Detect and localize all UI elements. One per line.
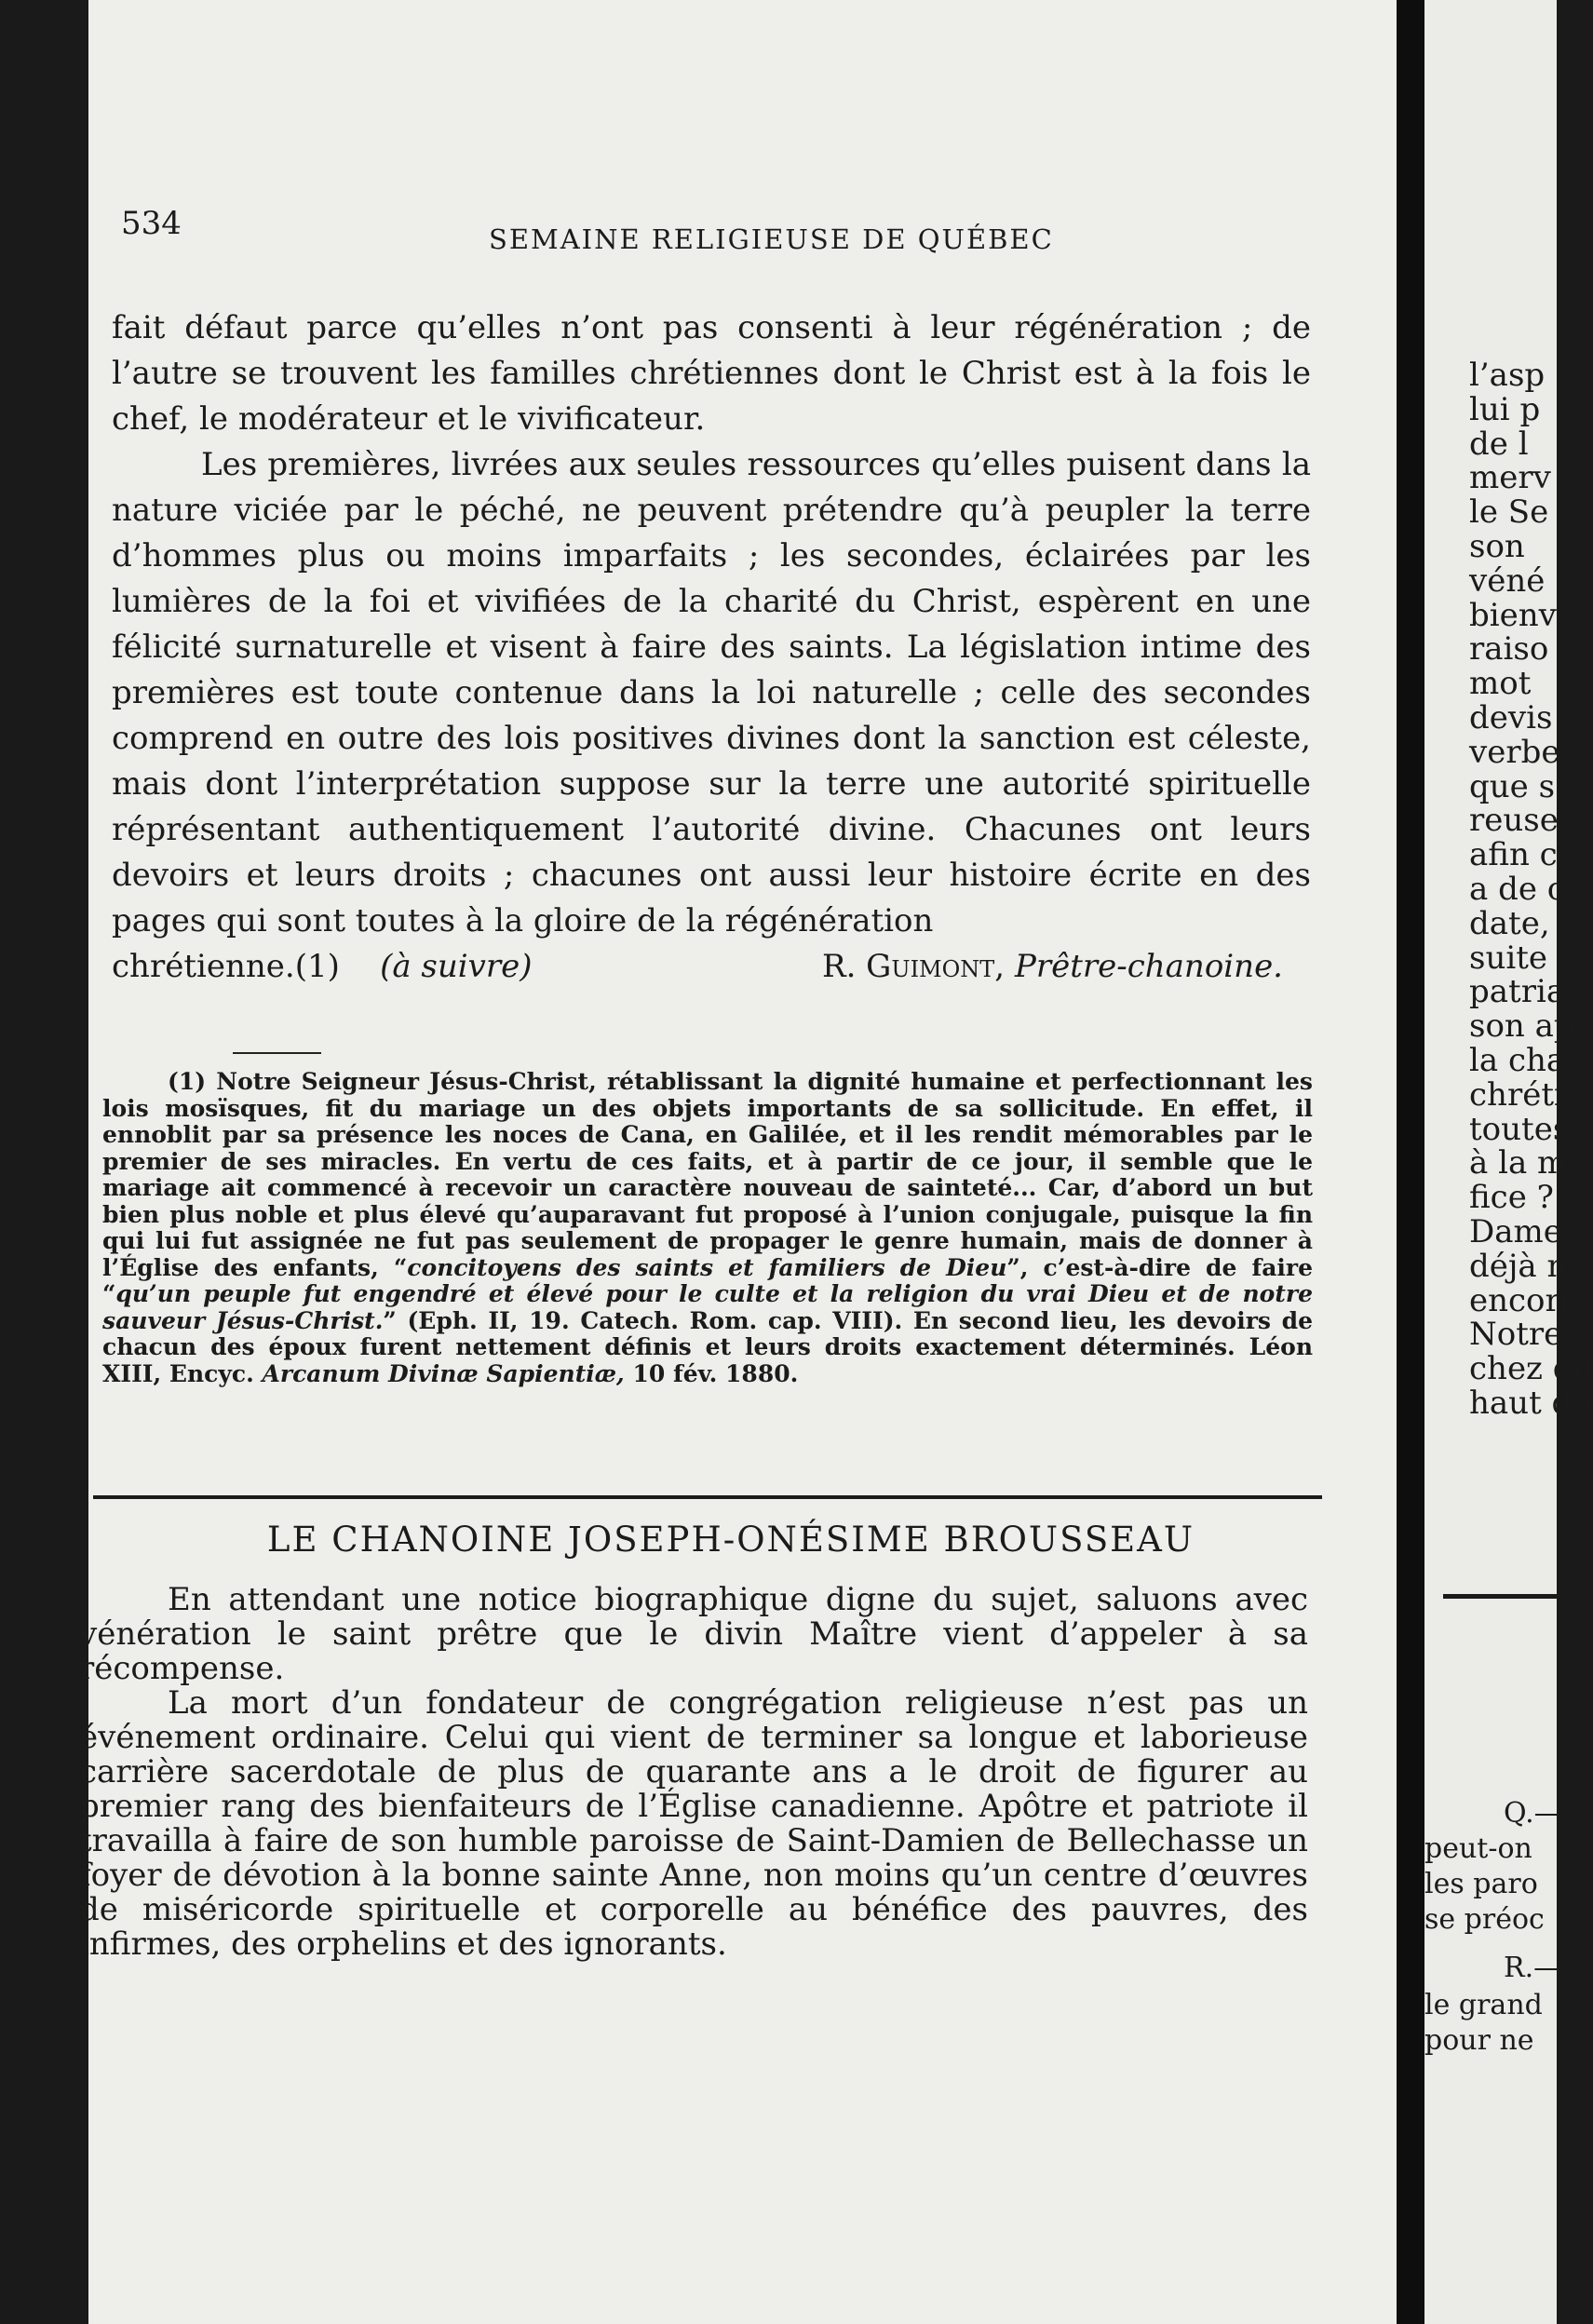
right-page-line: devis [1469, 699, 1553, 736]
right-page-line: R.— [1504, 1952, 1562, 1984]
right-page-line: le grand [1424, 1989, 1543, 2021]
right-page-line: lui p [1469, 390, 1541, 428]
right-page-line: Dame [1469, 1213, 1562, 1250]
footnote: (1) Notre Seigneur Jésus-Christ, rétablissant la dignité humaine et perfectionnant les lois mosïsques, fit du mariage un des objets importants de sa sollicitude. En effet, il ennoblit par sa présence les noces de Cana, en Galilée, et il les rendit mémorables par le premier de ses miracles. En vertu de ces faits, et à partir de ce jour, il semble que le mariage ait commencé à recevoir un caractère nouveau de sainteté... Car, d’abord un but bien plus noble et plus élevé qu’auparavant fut proposé à l’union conjugale, puisque la fin qui lui fut assignée ne fut pas seulement de propager le genre humain, mais de donner à l’Église des enfants, “concitoyens des saints et familiers de Dieu”, c’est-à-dire de faire “qu’un peuple fut engendré et élevé pour le culte et la religion du vrai Dieu et de notre sauveur Jésus-Christ.” (Eph. II, 19. Catech. Rom. cap. VIII). En second lieu, les devoirs de chacun des époux furent nettement définis et leurs droits exactement déterminés. Léon XIII, Encyc. Arcanum Divinæ Sapientiæ, 10 fév. 1880. [102, 1068, 1314, 1387]
page-number: 534 [121, 205, 182, 242]
right-page-line: Notre- [1469, 1316, 1573, 1354]
right-page-line: afin c [1469, 836, 1558, 874]
right-page-line: que s [1469, 767, 1556, 805]
last-line: chrétienne.(1) [112, 948, 340, 985]
right-page-line: bienv [1469, 596, 1557, 634]
right-page-line: véné [1469, 561, 1546, 600]
right-page-line: merv [1469, 459, 1551, 497]
right-page-line: reuse [1469, 802, 1559, 840]
right-page-line: peut-on [1424, 1832, 1532, 1865]
paragraph: fait défaut parce qu’elles n’ont pas consenti à leur régénération ; de l’autre se trouvent les familles chrétiennes dont le Christ est à la fois le chef, le modérateur et le vivificateur. [112, 309, 1311, 438]
right-page-line: patria [1469, 973, 1566, 1011]
right-page-line: suite [1469, 939, 1548, 977]
section-divider [93, 1495, 1322, 1499]
right-page-line: chréti [1469, 1075, 1564, 1114]
right-page-line: les paro [1424, 1868, 1538, 1900]
signature-line [112, 944, 1311, 990]
author-title: Prêtre-chanoine. [1014, 948, 1283, 985]
right-page-line: mot [1469, 665, 1532, 703]
right-page-line: verbe [1469, 733, 1560, 771]
right-page-line: se préoc [1424, 1903, 1545, 1936]
right-page-line: l’asp [1469, 357, 1546, 394]
right-page-line: déjà n [1469, 1247, 1568, 1285]
right-page-line: son ap [1469, 1007, 1574, 1046]
right-page [1424, 0, 1593, 2324]
paragraph: La mort d’un fondateur de congrégation religieuse n’est pas un événement ordinaire. Celui qui vient de terminer sa longue et laborieuse carrière sacerdotale de plus de quarante ans a le droit de figurer au premier rang des bienfaiteurs de l’Église canadienne. Apôtre et patriote il travailla à faire de son humble paroisse de Saint-Damien de Bellechasse un foyer de dévotion à la bonne sainte Anne, non moins qu’un centre d’œuvres de miséricorde spirituelle et corporelle au bénéfice des pauvres, des infirmes, des orphelins et des ignorants. [79, 1684, 1308, 1963]
paragraph: En attendant une notice biographique digne du sujet, saluons avec vénération le saint prêtre que le divin Maître vient d’appeler à sa récompense. [79, 1581, 1308, 1687]
right-page-line: de l [1469, 425, 1529, 463]
right-page-line: son [1469, 528, 1525, 565]
right-page-line: à la m [1469, 1144, 1568, 1182]
right-page-line: haut du [1469, 1385, 1593, 1422]
right-page-line: a de c [1469, 871, 1565, 908]
right-page-line: fice ? [1469, 1179, 1554, 1217]
article-body [112, 305, 1311, 990]
book-spine [1397, 0, 1424, 2324]
to-follow: (à suivre) [380, 948, 533, 985]
obituary-body [79, 1583, 1308, 1962]
right-page-line: le Se [1469, 493, 1549, 532]
section-title: LE CHANOINE JOSEPH-ONÉSIME BROUSSEAU [266, 1520, 1195, 1560]
author-name: R. Guimont, [821, 948, 1006, 985]
right-page-line: date, [1469, 904, 1550, 942]
footnote-rule [233, 1052, 321, 1054]
running-title: SEMAINE RELIGIEUSE DE QUÉBEC [489, 223, 1054, 255]
right-page-rule [1443, 1594, 1573, 1599]
paragraph: Les premières, livrées aux seules ressources qu’elles puisent dans la nature viciée par le péché, ne peuvent prétendre qu’à peupler la terre d’hommes plus ou moins imparfaits ; les secondes, éclairées par les lumières de la foi et vivifiées de la charité du Christ, espèrent en une félicité surnaturelle et visent à faire des saints. La législation intime des premières est toute contenue dans la loi naturelle ; celle des secondes comprend en outre des lois positives divines dont la sanction est céleste, mais dont l’interprétation suppose sur la terre une autorité spirituelle réprésentant authentiquement l’autorité divine. Chacunes ont leurs devoirs et leurs droits ; chacunes ont aussi leur histoire écrite en des pages qui sont toutes à la gloire de la régénération [112, 446, 1311, 939]
right-page-line: toutes [1469, 1110, 1570, 1148]
right-page-line: raiso [1469, 630, 1549, 669]
right-page-line: Q.— [1504, 1797, 1562, 1830]
right-page-line: pour ne [1424, 2024, 1534, 2057]
right-page-line: la cha [1469, 1042, 1566, 1079]
right-page-line: chez qu [1469, 1350, 1593, 1388]
right-page-line: encore [1469, 1281, 1579, 1319]
